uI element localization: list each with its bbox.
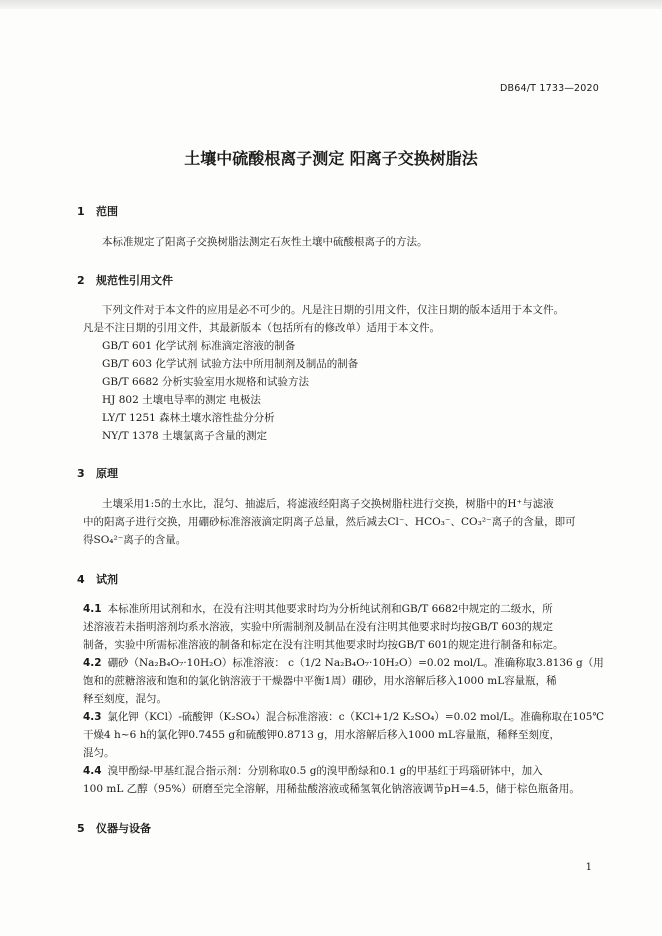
paragraph-line: 制备，实验中所需标准溶液的制备和标定在没有注明其他要求时均按GB/T 601的规定进行制备和标定。 [83, 639, 564, 651]
section-title: 试剂 [96, 573, 118, 586]
section-title: 范围 [96, 205, 118, 218]
clause-text: 硼砂（Na₂B₄O₇·10H₂O）标准溶液： c（1/2 Na₂B₄O₇·10H₂O）=0.02 mol/L。准确称取3.8136 g（用 [107, 657, 604, 669]
clause-4-3-line [83, 712, 604, 723]
paragraph-line: 述溶液若未指明溶剂均系水溶液，实验中所需制剂及制品在没有注明其他要求时均按GB/T 603的规定 [83, 621, 554, 633]
paragraph-line: 饱和的蔗糖溶液和饱和的氯化钠溶液于干燥器中平衡1周）硼砂，用水溶解后移入1000 mL容量瓶，稀 [83, 675, 557, 687]
section-2-heading [77, 272, 173, 288]
section-3-heading [77, 465, 118, 481]
section-number: 1 [77, 205, 85, 218]
reference-item: GB/T 6682 分析实验室用水规格和试验方法 [102, 376, 310, 388]
clause-number: 4.3 [83, 711, 102, 723]
section-number: 2 [77, 274, 85, 287]
reference-item: GB/T 601 化学试剂 标准滴定溶液的制备 [102, 340, 296, 352]
scan-edge [0, 0, 662, 9]
section-title: 仪器与设备 [96, 822, 151, 835]
section-5-heading [77, 820, 151, 836]
clause-text: 氯化钾（KCl）-硫酸钾（K₂SO₄）混合标准溶液：c（KCl+1/2 K₂SO₄）=0.02 mol/L。准确称取在105℃ [107, 711, 605, 723]
clause-4-1-line [83, 604, 553, 615]
clause-number: 4.4 [83, 765, 102, 777]
reference-item: HJ 802 土壤电导率的测定 电极法 [102, 394, 261, 406]
paragraph-line: 下列文件对于本文件的应用是必不可少的。凡是注日期的引用文件，仅注日期的版本适用于本文件。 [102, 304, 564, 316]
section-title: 原理 [96, 467, 118, 480]
reference-item: NY/T 1378 土壤氯离子含量的测定 [102, 430, 268, 442]
clause-number: 4.1 [83, 603, 102, 615]
document-title: 土壤中硫酸根离子测定 阳离子交换树脂法 [184, 149, 478, 168]
paragraph-line: 100 mL 乙醇（95%）研磨至完全溶解，用稀盐酸溶液或稀氢氧化钠溶液调节pH=4.5，储于棕色瓶备用。 [83, 783, 580, 795]
clause-4-4-line [83, 766, 543, 777]
paragraph-line: 混匀。 [83, 747, 115, 759]
paragraph-line: 凡是不注日期的引用文件，其最新版本（包括所有的修改单）适用于本文件。 [83, 322, 440, 334]
standard-code: DB64/T 1733—2020 [500, 83, 599, 94]
reference-item: GB/T 603 化学试剂 试验方法中所用制剂及制品的制备 [102, 358, 359, 370]
clause-text: 溴甲酚绿-甲基红混合指示剂：分别称取0.5 g的溴甲酚绿和0.1 g的甲基红于玛瑙研钵中，加入 [107, 765, 543, 777]
paragraph-line: 中的阳离子进行交换，用硼砂标准溶液滴定阴离子总量，然后减去Cl⁻、HCO₃⁻、CO₃²⁻离子的含量，即可 [83, 516, 576, 528]
clause-number: 4.2 [83, 657, 102, 669]
paragraph-line: 干燥4 h~6 h的氯化钾0.7455 g和硫酸钾0.8713 g，用水溶解后移入1000 mL容量瓶，稀释至刻度， [83, 729, 560, 741]
clause-4-2-line [83, 658, 604, 669]
section-number: 5 [77, 822, 85, 835]
page-number: 1 [585, 862, 592, 873]
reference-item: LY/T 1251 森林土壤水溶性盐分分析 [102, 412, 275, 424]
section-4-heading [77, 571, 118, 587]
paragraph-line: 得SO₄²⁻离子的含量。 [83, 534, 187, 546]
paragraph-line: 本标准规定了阳离子交换树脂法测定石灰性土壤中硫酸根离子的方法。 [102, 236, 428, 248]
section-number: 4 [77, 573, 85, 586]
section-title: 规范性引用文件 [96, 274, 173, 287]
paragraph-line: 释至刻度，混匀。 [83, 693, 167, 705]
section-number: 3 [77, 467, 85, 480]
clause-text: 本标准所用试剂和水，在没有注明其他要求时均为分析纯试剂和GB/T 6682中规定的二级水，所 [107, 603, 553, 615]
paragraph-line: 土壤采用1:5的土水比，混匀、抽滤后，将滤液经阳离子交换树脂柱进行交换，树脂中的H⁺与滤液 [102, 498, 554, 510]
section-1-heading [77, 203, 118, 219]
